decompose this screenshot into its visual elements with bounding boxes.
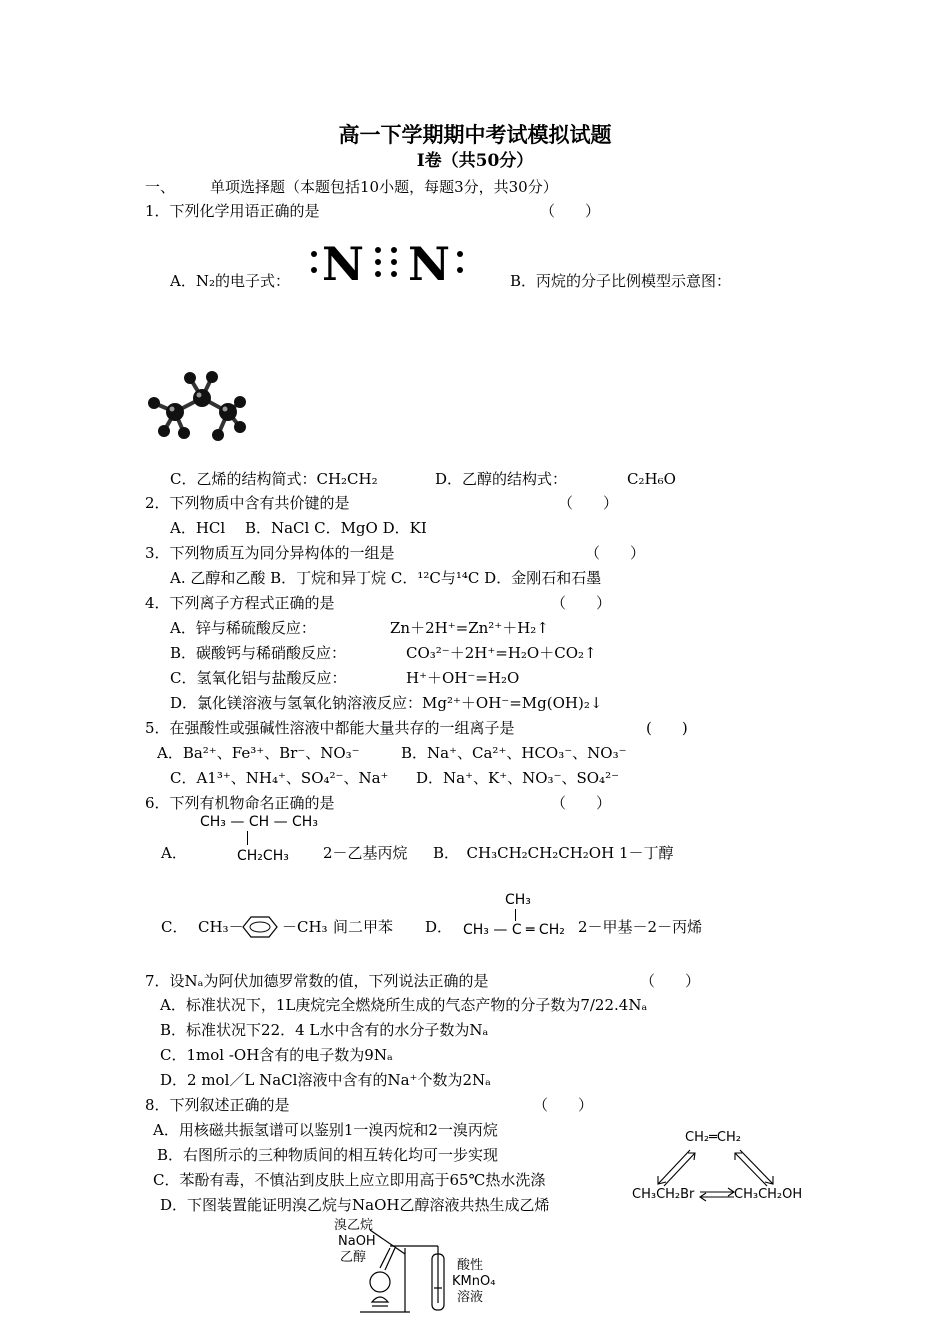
apparatus-label-2: NaOH bbox=[338, 1234, 376, 1249]
q2-options: A．HCl B．NaCl C．MgO D．KI bbox=[170, 519, 427, 537]
n2-electron-dots-image bbox=[308, 237, 468, 291]
apparatus-label-3: 乙醇 bbox=[340, 1250, 367, 1265]
q8-option-d: D．下图装置能证明溴乙烷与NaOH乙醇溶液共热生成乙烯 bbox=[160, 1196, 550, 1214]
section-number: 一、 bbox=[145, 178, 176, 196]
q5-blank: ( ) bbox=[646, 719, 688, 737]
svg-text:N: N bbox=[322, 237, 365, 291]
q1-option-d: D．乙醇的结构式： bbox=[435, 470, 568, 488]
q1-option-a: A．N₂的电子式： bbox=[170, 272, 290, 290]
q1-blank: （ ） bbox=[540, 202, 601, 220]
q1-option-c: C．乙烯的结构简式：CH₂CH₂ bbox=[170, 470, 378, 488]
q6-blank: （ ） bbox=[551, 794, 612, 812]
q7-option-b: B．标准状况下22．4 L水中含有的水分子数为Nₐ bbox=[160, 1021, 489, 1039]
conversion-diagram bbox=[628, 1128, 808, 1210]
page-subtitle: I卷（共50分） bbox=[416, 151, 534, 171]
q7-blank: （ ） bbox=[640, 972, 701, 990]
q6-d-methyl: CH₃ bbox=[505, 892, 531, 908]
q6-d-main-chain: CH₃ — C ═ CH₂ bbox=[463, 922, 565, 938]
q6-a-name: 2－乙基丙烷 bbox=[323, 844, 408, 862]
q1-stem: 1．下列化学用语正确的是 bbox=[145, 202, 320, 220]
q5-stem: 5．在强酸性或强碱性溶液中都能大量共存的一组离子是 bbox=[145, 719, 515, 737]
apparatus-tube-label-2: KMnO₄ bbox=[452, 1274, 496, 1289]
q6-c-left: CH₃－ bbox=[198, 918, 244, 936]
q8-blank: （ ） bbox=[533, 1096, 594, 1114]
q5-option-a: A．Ba²⁺、Fe³⁺、Br⁻、NO₃⁻ bbox=[157, 744, 360, 762]
q8-stem: 8．下列叙述正确的是 bbox=[145, 1096, 290, 1114]
apparatus-figure bbox=[330, 1218, 510, 1318]
q2-stem: 2．下列物质中含有共价键的是 bbox=[145, 494, 350, 512]
q1-option-b: B．丙烷的分子比例模型示意图： bbox=[510, 272, 732, 290]
q1-option-d-formula: C₂H₆O bbox=[627, 470, 676, 488]
q3-stem: 3．下列物质互为同分异构体的一组是 bbox=[145, 544, 395, 562]
q6-a-branch: CH₂CH₃ bbox=[237, 848, 289, 864]
q8-option-b: B．右图所示的三种物质间的相互转化均可一步实现 bbox=[157, 1146, 499, 1164]
q4-option-c-equation: H⁺＋OH⁻=H₂O bbox=[406, 669, 520, 687]
q8-option-a: A．用核磁共振氢谱可以鉴别1一溴丙烷和2一溴丙烷 bbox=[153, 1121, 498, 1139]
diagram-ethene: CH₂═CH₂ bbox=[685, 1130, 741, 1145]
q4-option-d: D．氯化镁溶液与氢氧化钠溶液反应：Mg²⁺＋OH⁻=Mg(OH)₂↓ bbox=[170, 694, 603, 712]
q7-option-c: C．1mol -OH含有的电子数为9Nₐ bbox=[160, 1046, 393, 1064]
q4-option-b: B．碳酸钙与稀硝酸反应： bbox=[170, 644, 347, 662]
section-heading: 单项选择题（本题包括10小题，每题3分，共30分） bbox=[210, 178, 558, 196]
q6-c-right: －CH₃ bbox=[282, 918, 328, 936]
q6-stem: 6．下列有机物命名正确的是 bbox=[145, 794, 335, 812]
q6-option-d: D． bbox=[425, 918, 453, 936]
diagram-bromoethane: CH₃CH₂Br bbox=[632, 1187, 695, 1202]
q6-a-bond bbox=[247, 831, 248, 845]
q4-blank: （ ） bbox=[551, 594, 612, 612]
q7-option-d: D．2 mol／L NaCl溶液中含有的Na⁺个数为2Nₐ bbox=[160, 1071, 491, 1089]
propane-model-image bbox=[140, 365, 250, 450]
q4-option-c: C．氢氧化铝与盐酸反应： bbox=[170, 669, 347, 687]
q3-options: A. 乙醇和乙酸 B．丁烷和异丁烷 C．¹²C与¹⁴C D．金刚石和石墨 bbox=[170, 569, 602, 587]
q5-option-c: C．A1³⁺、NH₄⁺、SO₄²⁻、Na⁺ bbox=[170, 769, 389, 787]
q4-option-a-equation: Zn＋2H⁺=Zn²⁺＋H₂↑ bbox=[390, 619, 549, 637]
n2-electron-formula bbox=[308, 237, 468, 291]
q7-option-a: A．标准状况下，1L庚烷完全燃烧所生成的气态产物的分子数为7/22.4Nₐ bbox=[160, 996, 648, 1014]
q4-option-a: A．锌与稀硫酸反应： bbox=[170, 619, 316, 637]
q3-blank: （ ） bbox=[585, 544, 646, 562]
q6-c-name: 间二甲苯 bbox=[333, 918, 394, 936]
diagram-ethanol: CH₃CH₂OH bbox=[734, 1187, 803, 1202]
q7-stem: 7．设Nₐ为阿伏加德罗常数的值，下列说法正确的是 bbox=[145, 972, 489, 990]
page-title: 高一下学期期中考试模拟试题 bbox=[338, 122, 612, 147]
q4-stem: 4．下列离子方程式正确的是 bbox=[145, 594, 335, 612]
apparatus-drawing bbox=[330, 1218, 510, 1318]
q5-option-d: D．Na⁺、K⁺、NO₃⁻、SO₄²⁻ bbox=[416, 769, 620, 787]
q4-option-b-equation: CO₃²⁻＋2H⁺=H₂O＋CO₂↑ bbox=[406, 644, 597, 662]
q5-option-b: B．Na⁺、Ca²⁺、HCO₃⁻、NO₃⁻ bbox=[401, 744, 627, 762]
q6-option-a: A． bbox=[161, 844, 187, 862]
q6-a-main-chain: CH₃ — CH — CH₃ bbox=[200, 814, 318, 830]
q2-blank: （ ） bbox=[558, 494, 619, 512]
apparatus-tube-label-1: 酸性 bbox=[457, 1258, 484, 1273]
diagram-arrows bbox=[628, 1128, 808, 1210]
benzene-ring-icon bbox=[237, 914, 283, 940]
apparatus-label-1: 溴乙烷 bbox=[334, 1218, 374, 1233]
svg-text:N: N bbox=[408, 237, 451, 291]
q6-option-c: C． bbox=[161, 918, 188, 936]
q8-option-c: C．苯酚有毒，不慎沾到皮肤上应立即用高于65℃热水洗涤 bbox=[153, 1171, 546, 1189]
q6-d-name: 2－甲基－2－丙烯 bbox=[578, 918, 703, 936]
q6-option-b: B． CH₃CH₂CH₂CH₂OH 1－丁醇 bbox=[433, 844, 674, 862]
apparatus-tube-label-3: 溶液 bbox=[457, 1290, 484, 1305]
